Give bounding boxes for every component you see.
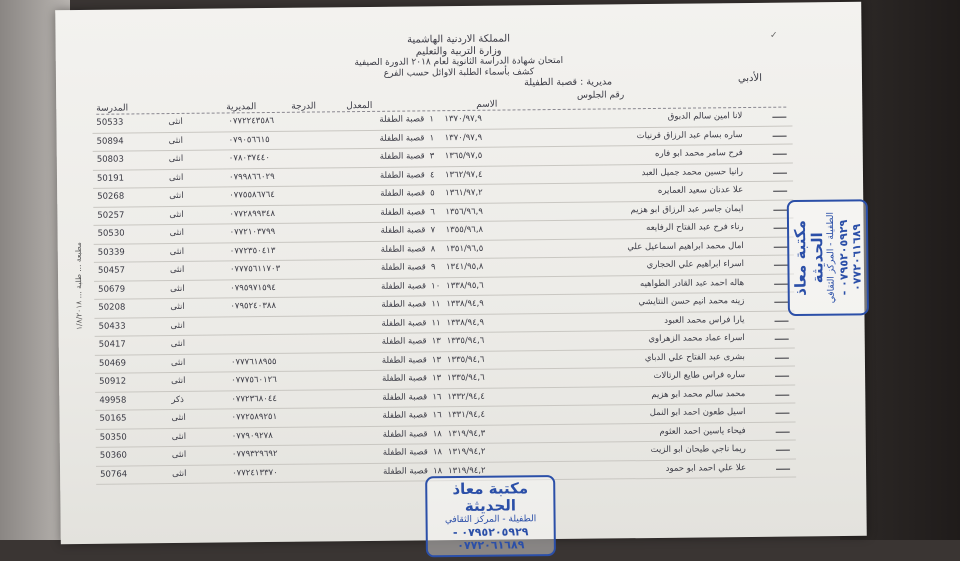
gender: انثى <box>171 375 186 387</box>
column-directorate: المديرية <box>226 102 257 113</box>
gender: انثى <box>168 116 183 128</box>
rank: ١٨ <box>433 465 443 476</box>
student-name: اسراء ابراهيم علي الحجاري <box>646 259 744 271</box>
score: ١٣٣٥/٩٤,٦ <box>446 335 485 347</box>
school-code: 50339 <box>97 247 125 258</box>
directorate: قصبة الطفلة <box>380 225 426 236</box>
phone: ٠٧٧٩٠٩٢٧٨ <box>231 430 273 441</box>
score: ١٣٦٥/٩٧,٥ <box>444 150 483 162</box>
row-mark <box>775 413 789 414</box>
student-name: ايمان جاسر عبد الرزاق ابو هزيم <box>630 203 744 215</box>
directorate: قصبة الطفلة <box>379 114 425 125</box>
student-name: ساره بسام عبد الرزاق قرنيات <box>636 129 743 141</box>
score: ١٣٣٢/٩٤,٤ <box>447 391 485 402</box>
row-mark <box>774 265 788 266</box>
header-title: كشف بأسماء الطلبة الاوائل حسب الفرع <box>383 67 535 79</box>
phone: ٠٧٧٧٥٦١١٧٠٣ <box>229 263 281 275</box>
row-mark <box>775 320 789 321</box>
school-code: 50360 <box>99 450 127 461</box>
school-code: 50912 <box>99 376 127 387</box>
stamp-phones: ٠٧٩٥٢٠٥٩٢٩ - ٠٧٧٢٠٦١٦٨٩ <box>452 525 529 553</box>
row-mark <box>773 135 787 136</box>
row-mark <box>775 376 789 377</box>
branch-label: الأدبي <box>737 72 763 85</box>
directorate: قصبة الطفلة <box>380 206 426 218</box>
score: ١٣٤١/٩٥,٨ <box>445 261 484 273</box>
row-mark <box>775 394 789 395</box>
gender: انثى <box>168 172 184 183</box>
gender: انثى <box>169 246 185 257</box>
student-name: اسراء عماد محمد الزهراوي <box>648 333 745 345</box>
score: ١٣٣١/٩٤,٤ <box>447 409 486 421</box>
student-name: فرح سامر محمد ابو فاره <box>654 148 743 159</box>
gender: انثى <box>170 320 185 331</box>
directorate: قصبة الطفلة <box>381 336 427 347</box>
rank: ١٦ <box>432 410 442 421</box>
school-code: 50208 <box>98 302 126 313</box>
directorate: قصبة الطفلة <box>379 169 425 181</box>
phone: ٠٧٧٢٥٨٩٢٥١ <box>231 411 278 423</box>
row-mark <box>773 154 787 155</box>
phone: ٠٧٧٢٢٤٣٥٨٦ <box>228 115 275 127</box>
rank: ١٦ <box>432 391 442 402</box>
gender: انثى <box>170 283 185 294</box>
row-mark <box>774 283 788 284</box>
row-mark <box>774 246 788 247</box>
school-code: 50533 <box>96 117 124 128</box>
phone: ٠٧٧٧٦١٨٩٥٥ <box>230 356 277 367</box>
row-mark <box>773 172 787 173</box>
gender: انثى <box>170 338 186 350</box>
directorate: قصبة الطفلة <box>382 391 428 403</box>
score: ١٣٣٥/٩٤,٦ <box>447 372 485 384</box>
row-mark <box>773 191 787 192</box>
seat-number-label: رقم الجلوس <box>576 90 625 101</box>
school-code: 50350 <box>99 432 127 443</box>
school-code: 50257 <box>97 210 125 221</box>
stamp-location: الطفيلة - المركز الثقافي <box>825 211 837 304</box>
corner-mark: ✓ <box>769 30 778 41</box>
school-code: 50530 <box>97 228 125 239</box>
school-code: 50679 <box>98 284 126 295</box>
phone: ٠٧٧٩٣٢٩٦٩٢ <box>231 448 278 460</box>
phone: ٠٧٧٥٥٨٦٧٦٤ <box>229 189 275 201</box>
stamp-name: مكتبة معاذ الحديثة <box>790 220 827 296</box>
directorate: قصبة الطفلة <box>381 280 427 292</box>
gender: انثى <box>169 209 184 220</box>
rank: ١٨ <box>432 428 442 439</box>
directorate: قصبة الطفلة <box>380 262 426 273</box>
student-name: اسيل طعون احمد ابو النمل <box>649 407 746 419</box>
row-mark <box>775 357 789 358</box>
row-mark <box>774 302 788 303</box>
student-name: رناء فرح عبد الفتاح الرفايعه <box>646 222 744 234</box>
row-mark <box>776 450 790 451</box>
score: ١٣٧٠/٩٧,٩ <box>444 113 482 125</box>
student-name: امال محمد ابراهيم اسماعيل علي <box>627 240 744 252</box>
rank: ٤ <box>429 169 435 180</box>
phone: ٠٧٧٢٣٥٠٤١٣ <box>229 245 276 256</box>
score: ١٣٥١/٩٦,٥ <box>445 243 484 254</box>
student-name: فيحاء ياسين احمد العثوم <box>659 425 746 437</box>
score: ١٣٣٨/٩٤,٩ <box>446 317 485 328</box>
school-code: 50268 <box>97 191 125 202</box>
rank: ١ <box>429 132 435 143</box>
phone: ٠٧٩٩٨٦٦٠٢٩ <box>228 171 275 182</box>
stamp-location: الطفيلة - المركز الثقافي <box>444 514 537 526</box>
column-grade: الدرجة <box>291 101 317 112</box>
school-code: 50894 <box>96 136 124 147</box>
row-mark <box>776 468 790 469</box>
header-kingdom: المملكة الاردنية الهاشمية <box>407 33 511 46</box>
directorate: قصبة الطفلة <box>382 373 428 384</box>
rank: ١٣ <box>431 336 441 347</box>
student-name: رانيا حسين محمد جميل العبد <box>641 166 744 178</box>
student-name: علا علي احمد ابو حمود <box>665 462 747 474</box>
phone: ٠٧٩٥٢٤٠٣٨٨ <box>230 300 277 312</box>
school-code: 50457 <box>97 265 126 276</box>
row-mark <box>776 431 790 432</box>
gender: انثى <box>172 468 187 479</box>
rank: ١١ <box>431 299 441 310</box>
score: ١٣١٩/٩٤,٣ <box>447 428 486 439</box>
student-name: زينه محمد انيم حسن النتايشي <box>638 296 745 308</box>
row-mark <box>775 339 789 340</box>
rank: ١٠ <box>431 280 441 291</box>
row-mark <box>774 228 788 229</box>
directorate: قصبة الطفلة <box>380 243 426 255</box>
score: ١٣١٩/٩٤,٢ <box>447 446 486 458</box>
student-name: يارا فراس محمد العبود <box>664 314 745 326</box>
gender: انثى <box>169 227 185 239</box>
school-code: 49958 <box>99 395 127 406</box>
school-code: 50433 <box>98 321 126 332</box>
rank: ٧ <box>430 225 436 236</box>
gender: انثى <box>171 449 187 461</box>
gender: انثى <box>170 357 186 368</box>
score: ١٣٦١/٩٧,٢ <box>445 187 483 199</box>
school-code: 50803 <box>96 154 124 165</box>
directorate: قصبة الطفلة <box>382 428 428 440</box>
gender: انثى <box>171 431 187 442</box>
gender: انثى <box>168 153 184 165</box>
score: ١٣٣٨/٩٤,٩ <box>446 298 484 310</box>
score: ١٣٧٠/٩٧,٩ <box>444 132 483 143</box>
gender: ذكر <box>171 394 184 405</box>
rank: ٨ <box>430 243 436 254</box>
student-name: هاله احمد عبد القادر الطواهيه <box>639 277 745 289</box>
school-code: 50469 <box>98 358 127 369</box>
student-name: ريما ناجي طيحان ابو الزيت <box>650 444 746 456</box>
student-name: لانا امين سالم الدبوق <box>667 111 743 122</box>
document-sheet <box>55 2 867 553</box>
stamp-phones: ٠٧٩٥٢٠٥٩٢٩ - ٠٧٧٢٠٦١٦٨٩ <box>836 219 864 296</box>
school-code: 50191 <box>96 173 125 184</box>
rank: ٦ <box>430 206 435 217</box>
header-exam: امتحان شهادة الدراسة الثانوية لعام ٢٠١٨ الدورة الصيفية <box>354 55 564 69</box>
score: ١٣٥٥/٩٦,٨ <box>445 224 484 236</box>
rank: ١٣ <box>431 354 442 365</box>
column-name: الاسم <box>476 99 498 110</box>
phone: ٠٧٨٠٣٧٤٤٠ <box>228 152 270 164</box>
stamp-name: مكتبة معاذ الحديثة <box>452 479 529 515</box>
gender: انثى <box>168 135 184 146</box>
phone: ٠٧٧٢٨٩٩٣٤٨ <box>229 208 276 219</box>
rank: ١٨ <box>432 447 443 458</box>
gender: انثى <box>169 264 185 276</box>
directorate: قصبة الطفلة <box>381 299 427 310</box>
directorate: قصبة الطفلة <box>381 317 427 329</box>
directorate: قصبة الطفلة <box>382 410 428 421</box>
rank: ١ <box>429 114 435 125</box>
rank: ٥ <box>430 188 435 199</box>
bookstore-stamp-bottom <box>425 475 556 557</box>
rank: ٣ <box>429 151 435 162</box>
score: ١٣٣٨/٩٥,٦ <box>446 280 484 291</box>
directorate: قصبة الطفلة <box>379 132 425 144</box>
student-name: علا عدنان سعيد العمايره <box>657 185 744 196</box>
gender: انثى <box>170 301 185 313</box>
directorate-label: مديرية : قصبة الطفيلة <box>524 76 613 89</box>
phone: ٠٧٩٥٩٧١٥٩٤ <box>230 282 276 293</box>
phone: ٠٧٧٢٤١٣٣٧٠ <box>232 467 278 478</box>
bookstore-stamp-side <box>787 199 869 316</box>
gender: انثى <box>169 190 184 202</box>
score: ١٣٣٥/٩٤,٦ <box>446 354 485 365</box>
rank: ١١ <box>431 317 441 328</box>
school-code: 50764 <box>100 469 128 480</box>
column-school: المدرسة <box>96 103 129 114</box>
student-name: محمد سالم محمد ابو هزيم <box>651 388 746 400</box>
score: ١٣٦٢/٩٧,٤ <box>444 169 483 180</box>
phone: ٠٧٧٢١٠٣٧٩٩ <box>229 226 276 238</box>
school-code: 50417 <box>98 339 126 350</box>
directorate: قصبة الطفلة <box>381 354 427 366</box>
directorate: قصبة الطفلة <box>380 188 426 199</box>
rank: ١٣ <box>432 373 442 384</box>
score: ١٣١٩/٩٤,٢ <box>448 465 486 476</box>
student-name: ساره فراس طايع الرتالات <box>653 370 746 381</box>
phone: ٠٧٧٧٥٦٠١٢٦ <box>231 374 277 386</box>
row-mark <box>773 209 787 210</box>
school-code: 50165 <box>99 413 127 424</box>
phone: ٠٧٩٠٥٦٦١٥ <box>228 134 270 145</box>
directorate: قصبة الطفلة <box>382 447 428 458</box>
students-table <box>92 108 796 485</box>
directorate: قصبة الطفلة <box>383 465 428 477</box>
directorate: قصبة الطفلة <box>379 151 425 162</box>
student-name: بشرى عبد الفتاح علي الدباي <box>644 351 745 363</box>
rank: ٩ <box>430 262 436 273</box>
phone: ٠٧٧٢٣٦٨٠٤٤ <box>231 393 278 404</box>
header-ministry: وزارة التربية والتعليم <box>415 45 502 58</box>
row-mark <box>772 117 786 118</box>
gender: انثى <box>171 412 186 424</box>
score: ١٣٥٦/٩٦,٩ <box>445 206 483 217</box>
side-print-text: مطبعة ... طلبة ... ١/٨/٢٠١٨ <box>73 242 84 331</box>
column-average: المعدل <box>346 100 373 112</box>
